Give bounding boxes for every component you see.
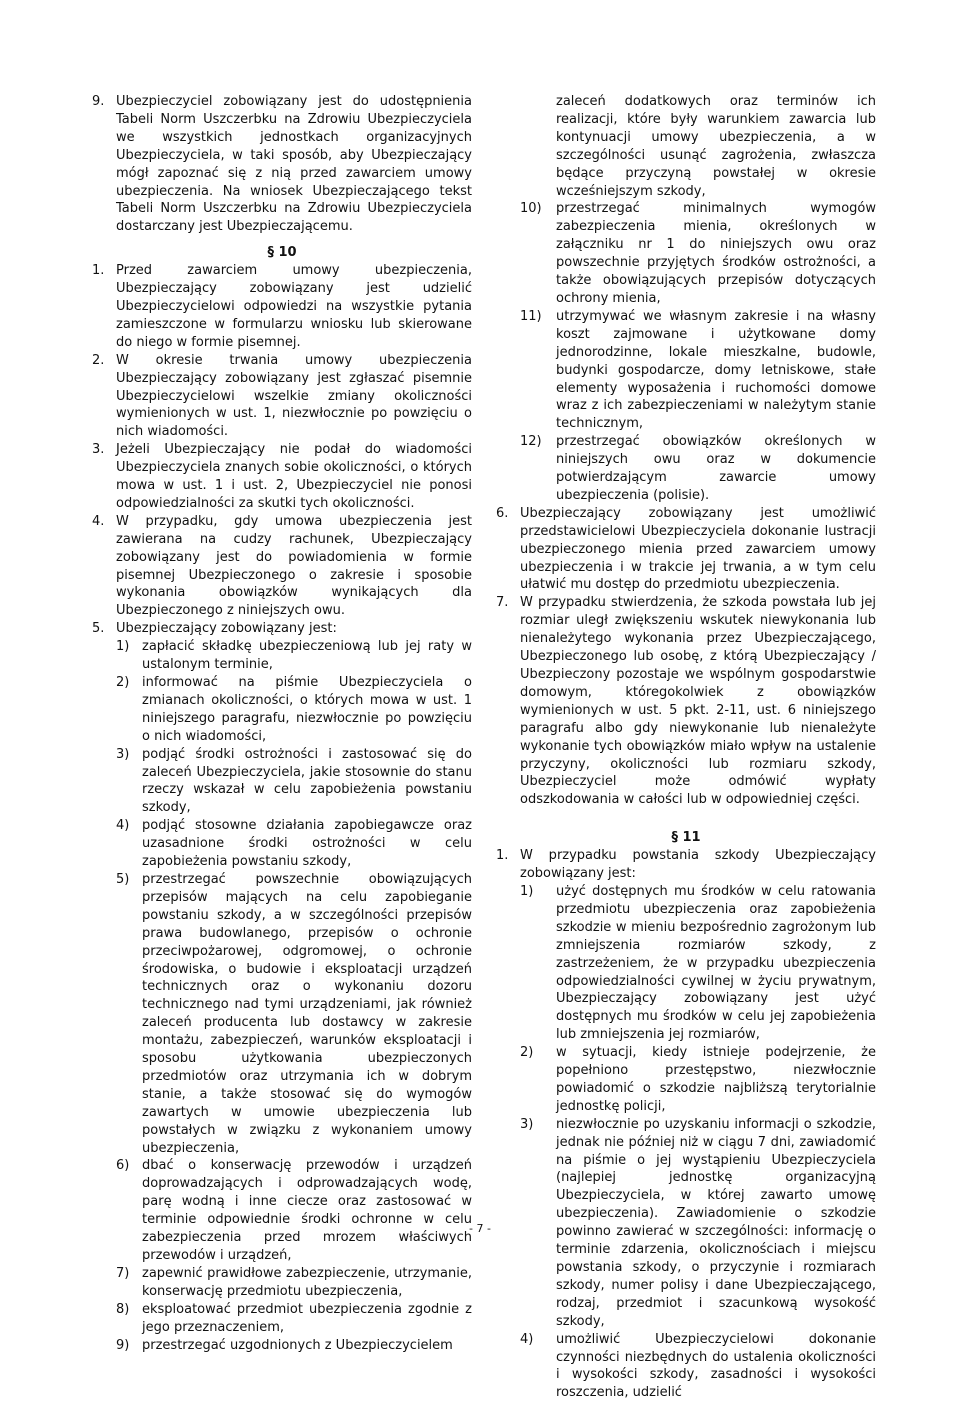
list-subitem	[116, 1265, 472, 1301]
item-text: W przypadku stwierdzenia, że szkoda powstała lub jej rozmiar uległ zwiększeniu wskutek niewykonania lub nienależytego wykonania przez Ubezpieczającego, Ubezpieczonego lub osobę, z którą Ubezpieczający / Ubezpieczony pozostaje we wspólnym gospodarstwie domowym, któregokolwiek z obowiązków wymienionych w ust. 5 pkt. 2-11, ust. 6 niniejszego paragrafu albo gdy niewykonanie lub nienależyte wykonanie tych obowiązków miało wpływ na ustalenie przyczyny, okoliczności lub rozmiaru szkody, Ubezpieczyciel może odmówić wypłaty odszkodowania w całości lub w odpowiedniej części.	[520, 595, 876, 808]
item-number: 3)	[520, 1116, 534, 1132]
item-text: Jeżeli Ubezpieczający nie podał do wiadomości Ubezpieczyciela znanych sobie okoliczności, o których mowa w ust. 1 i ust. 2, Ubezpieczyciel nie ponosi odpowiedzialności za skutki tych okoliczności.	[116, 442, 472, 511]
item-number: 4.	[92, 513, 105, 529]
section-10-subitems-cont	[496, 200, 876, 504]
item-text: dbać o konserwację przewodów i urządzeń doprowadzających i odprowadzających wodę, parę wodną i inne ciecze oraz zastosować w terminie odpowiednie środki ochronne w celu zabezpieczenia przed mrozem właściwych przewodów i urządzeń,	[142, 1158, 472, 1263]
page-number: - 7 -	[469, 1222, 491, 1235]
item-number: 9.	[92, 94, 105, 109]
item-text: W przypadku powstania szkody Ubezpieczający zobowiązany jest:	[520, 848, 876, 882]
section-11-subitems	[496, 883, 876, 1402]
item-number: 12)	[520, 434, 542, 450]
item-number: 4)	[116, 818, 130, 834]
right-column	[496, 93, 876, 1402]
list-subitem	[116, 1337, 472, 1355]
item-number: 1.	[496, 848, 509, 864]
item-text: zapewnić prawidłowe zabezpieczenie, utrzymanie, konserwację przedmiotu ubezpieczenia,	[142, 1265, 472, 1299]
item-number: 5)	[116, 871, 130, 887]
list-item	[92, 620, 472, 638]
item-text: w sytuacji, kiedy istnieje podejrzenie, że popełniono przestępstwo, niezwłocznie powiadomić o szkodzie najbliższą terytorialnie jednostkę policji,	[556, 1045, 876, 1114]
item-text: przestrzegać obowiązków określonych w niniejszych owu oraz w dokumencie potwierdzającym zawarcie umowy ubezpieczenia (polisie).	[556, 434, 876, 503]
list-subitem	[520, 1044, 876, 1116]
item-number: 1)	[520, 883, 534, 899]
list-item	[496, 505, 876, 595]
section-10-items-cont	[496, 505, 876, 809]
list-subitem	[116, 871, 472, 1158]
list-item	[92, 352, 472, 442]
item-number: 10)	[520, 201, 542, 217]
list-item	[496, 594, 876, 809]
item-text: przestrzegać powszechnie obowiązujących przepisów mających na celu zapobieganie powstaniu szkody, a w szczególności przepisów prawa budowlanego, przepisów o ochronie przeciwpożarowej, odgromowej, o ochronie środowiska, o budowie i eksploatacji urządzeń technicznych oraz o wykonaniu dozoru technicznego nad tymi urządzeniami, jak również zaleceń producenta lub dostawcy w zakresie montażu, zabezpieczeń, warunków eksploatacji i sposobu użytkowania ubezpieczonych przedmiotów oraz utrzymania ich w dobrym stanie, a także stosować się do wymogów zawartych w umowie ubezpieczenia lub powstałych w związku z wykonaniem umowy ubezpieczenia,	[142, 871, 472, 1156]
item-text: eksploatować przedmiot ubezpieczenia zgodnie z jego przeznaczeniem,	[142, 1301, 472, 1335]
item-number: 4)	[520, 1331, 534, 1347]
list-item	[92, 513, 472, 620]
item-text: przestrzegać uzgodnionych z Ubezpieczycielem	[142, 1337, 453, 1353]
item-text: utrzymywać we własnym zakresie i na własny koszt zajmowane i użytkowane domy jednorodzinne, lokale mieszkalne, budowle, budynki gospodarcze, domy letniskowe, stałe elementy wyposażenia i ruchomości domowe wraz z ich zabezpieczeniami w należytym stanie technicznym,	[556, 308, 876, 432]
item-text: umożliwić Ubezpieczycielowi dokonanie czynności niezbędnych do ustalenia okoliczności i wysokości szkody, zasadności i wysokości roszczenia, udzielić	[556, 1331, 876, 1401]
list-item	[92, 262, 472, 352]
item-text: Ubezpieczający zobowiązany jest umożliwić przedstawicielowi Ubezpieczyciela dokonanie lustracji ubezpieczonego mienia przed zawarciem umowy ubezpieczenia i w trakcie jej trwania, a w tym celu ułatwić mu dostęp do przedmiotu ubezpieczenia.	[520, 505, 876, 593]
item-number: 6)	[116, 1158, 130, 1174]
list-subitem	[116, 674, 472, 746]
section-10-items	[92, 262, 472, 638]
continuation-text: zaleceń dodatkowych oraz terminów ich realizacji, które były warunkiem zawarcia lub kontynuacji umowy ubezpieczenia, a w szczególności usunąć zagrożenia, zwłaszcza będące przyczyną powstałej w okresie wcześniejszym szkody,	[556, 94, 876, 199]
section-10-subitems	[92, 638, 472, 1354]
item-number: 1)	[116, 639, 130, 655]
item-text: użyć dostępnych mu środków w celu ratowania przedmiotu ubezpieczenia oraz zapobieżenia szkodzie w mieniu bezpośrednio zagrożonym lub zmniejszenia rozmiarów szkody, z zastrzeżeniem, że w przypadku ubezpieczenia odpowiedzialności cywilnej w życiu prywatnym, Ubezpieczający zobowiązany jest użyć dostępnych mu środków w celu jej zapobieżenia lub zmniejszenia jej rozmiarów,	[556, 883, 876, 1043]
item-number: 5.	[92, 621, 105, 637]
section-heading-10: § 10	[267, 245, 297, 261]
item-text: W okresie trwania umowy ubezpieczenia Ubezpieczający zobowiązany jest zgłaszać pisemnie Ubezpieczycielowi wszelkie zmiany okoliczności wymienionych w ust. 1, niezwłocznie po powzięciu o nich wiadomości.	[116, 352, 472, 440]
item-text: przestrzegać minimalnych wymogów zabezpieczenia mienia, określonych w załączniku nr 1 do niniejszych owu oraz powszechnie przyjętych środków ostrożności, a także obowiązujących przepisów dotyczących ochrony mienia,	[556, 201, 876, 306]
list-item	[92, 441, 472, 513]
section-11-item-1	[496, 847, 876, 883]
list-subitem	[520, 1331, 876, 1402]
item-number: 2)	[116, 675, 130, 690]
item-text: Ubezpieczyciel zobowiązany jest do udostępnienia Tabeli Norm Uszczerbku na Zdrowiu Ubezpieczyciela we wszystkich jednostkach organizacyjnych Ubezpieczyciela, w taki sposób, aby Ubezpieczający mógł zapoznać się z nią przed zawarciem umowy ubezpieczenia. Na wniosek Ubezpieczającego tekst Tabeli Norm Uszczerbku na Zdrowiu Ubezpieczyciela dostarczany jest Ubezpieczającemu.	[116, 94, 472, 235]
left-column	[92, 93, 472, 1354]
item-number: 9)	[116, 1337, 130, 1353]
list-subitem	[116, 1157, 472, 1264]
item-text: zapłacić składkę ubezpieczeniową lub jej raty w ustalonym terminie,	[142, 639, 472, 673]
list-subitem	[116, 638, 472, 674]
item-text: informować na piśmie Ubezpieczyciela o zmianach okoliczności, o których mowa w ust. 1 niniejszego paragrafu, niezwłocznie po powzięciu o nich wiadomości,	[142, 675, 472, 744]
list-subitem	[116, 817, 472, 871]
item-number: 6.	[496, 505, 509, 521]
paragraph-9	[92, 93, 472, 236]
list-subitem	[520, 200, 876, 307]
item-text: W przypadku, gdy umowa ubezpieczenia jest zawierana na cudzy rachunek, Ubezpieczający zobowiązany jest do powiadomienia w formie pisemnej Ubezpieczonego o zakresie i sposobie wykonania obowiązków wynikających dla Ubezpieczonego z niniejszych owu.	[116, 513, 472, 619]
item-number: 11)	[520, 308, 542, 324]
item-text: Ubezpieczający zobowiązany jest:	[116, 621, 337, 637]
item-text: niezwłocznie po uzyskaniu informacji o szkodzie, jednak nie później niż w ciągu 7 dni, zawiadomić na piśmie o jej wystąpieniu Ubezpieczyciela (najlepiej jednostkę organizacyjną Ubezpieczyciela, w której zawarto umowę ubezpieczenia). Zawiadomienie o szkodzie powinno zawierać w szczególności: informację o terminie zdarzenia, okolicznościach i miejscu powstania szkody, o przyczynie i rozmiarach szkody, numer polisy i dane Ubezpieczającego, rodzaj, przedmiot i szacunkową wysokość szkody,	[556, 1116, 876, 1329]
item-text: podjąć stosowne działania zapobiegawcze oraz uzasadnione środki ostrożności w celu zapobieżenia powstaniu szkody,	[142, 818, 472, 870]
item-text: Przed zawarciem umowy ubezpieczenia, Ubezpieczający zobowiązany jest udzielić Ubezpieczycielowi odpowiedzi na wszystkie pytania zamieszczone w formularzu wniosku lub skierowane do niego w formie pisemnej.	[116, 263, 472, 350]
item-number: 2.	[92, 352, 105, 368]
item-number: 2)	[520, 1045, 534, 1061]
list-subitem	[116, 1301, 472, 1337]
item-number: 7)	[116, 1265, 130, 1281]
item-number: 3.	[92, 442, 105, 458]
item-number: 3)	[116, 746, 130, 762]
item-text: podjąć środki ostrożności i zastosować się do zaleceń Ubezpieczyciela, jakie stosownie do stanu rzeczy wskazał w celu zapobieżenia powstaniu szkody,	[142, 746, 472, 816]
section-heading-11: § 11	[671, 830, 701, 846]
item-number: 1.	[92, 263, 105, 279]
item-number: 8)	[116, 1301, 130, 1317]
item-number: 7.	[496, 595, 509, 611]
list-subitem	[116, 746, 472, 818]
list-subitem	[520, 433, 876, 505]
list-subitem	[520, 308, 876, 433]
list-subitem	[520, 883, 876, 1044]
